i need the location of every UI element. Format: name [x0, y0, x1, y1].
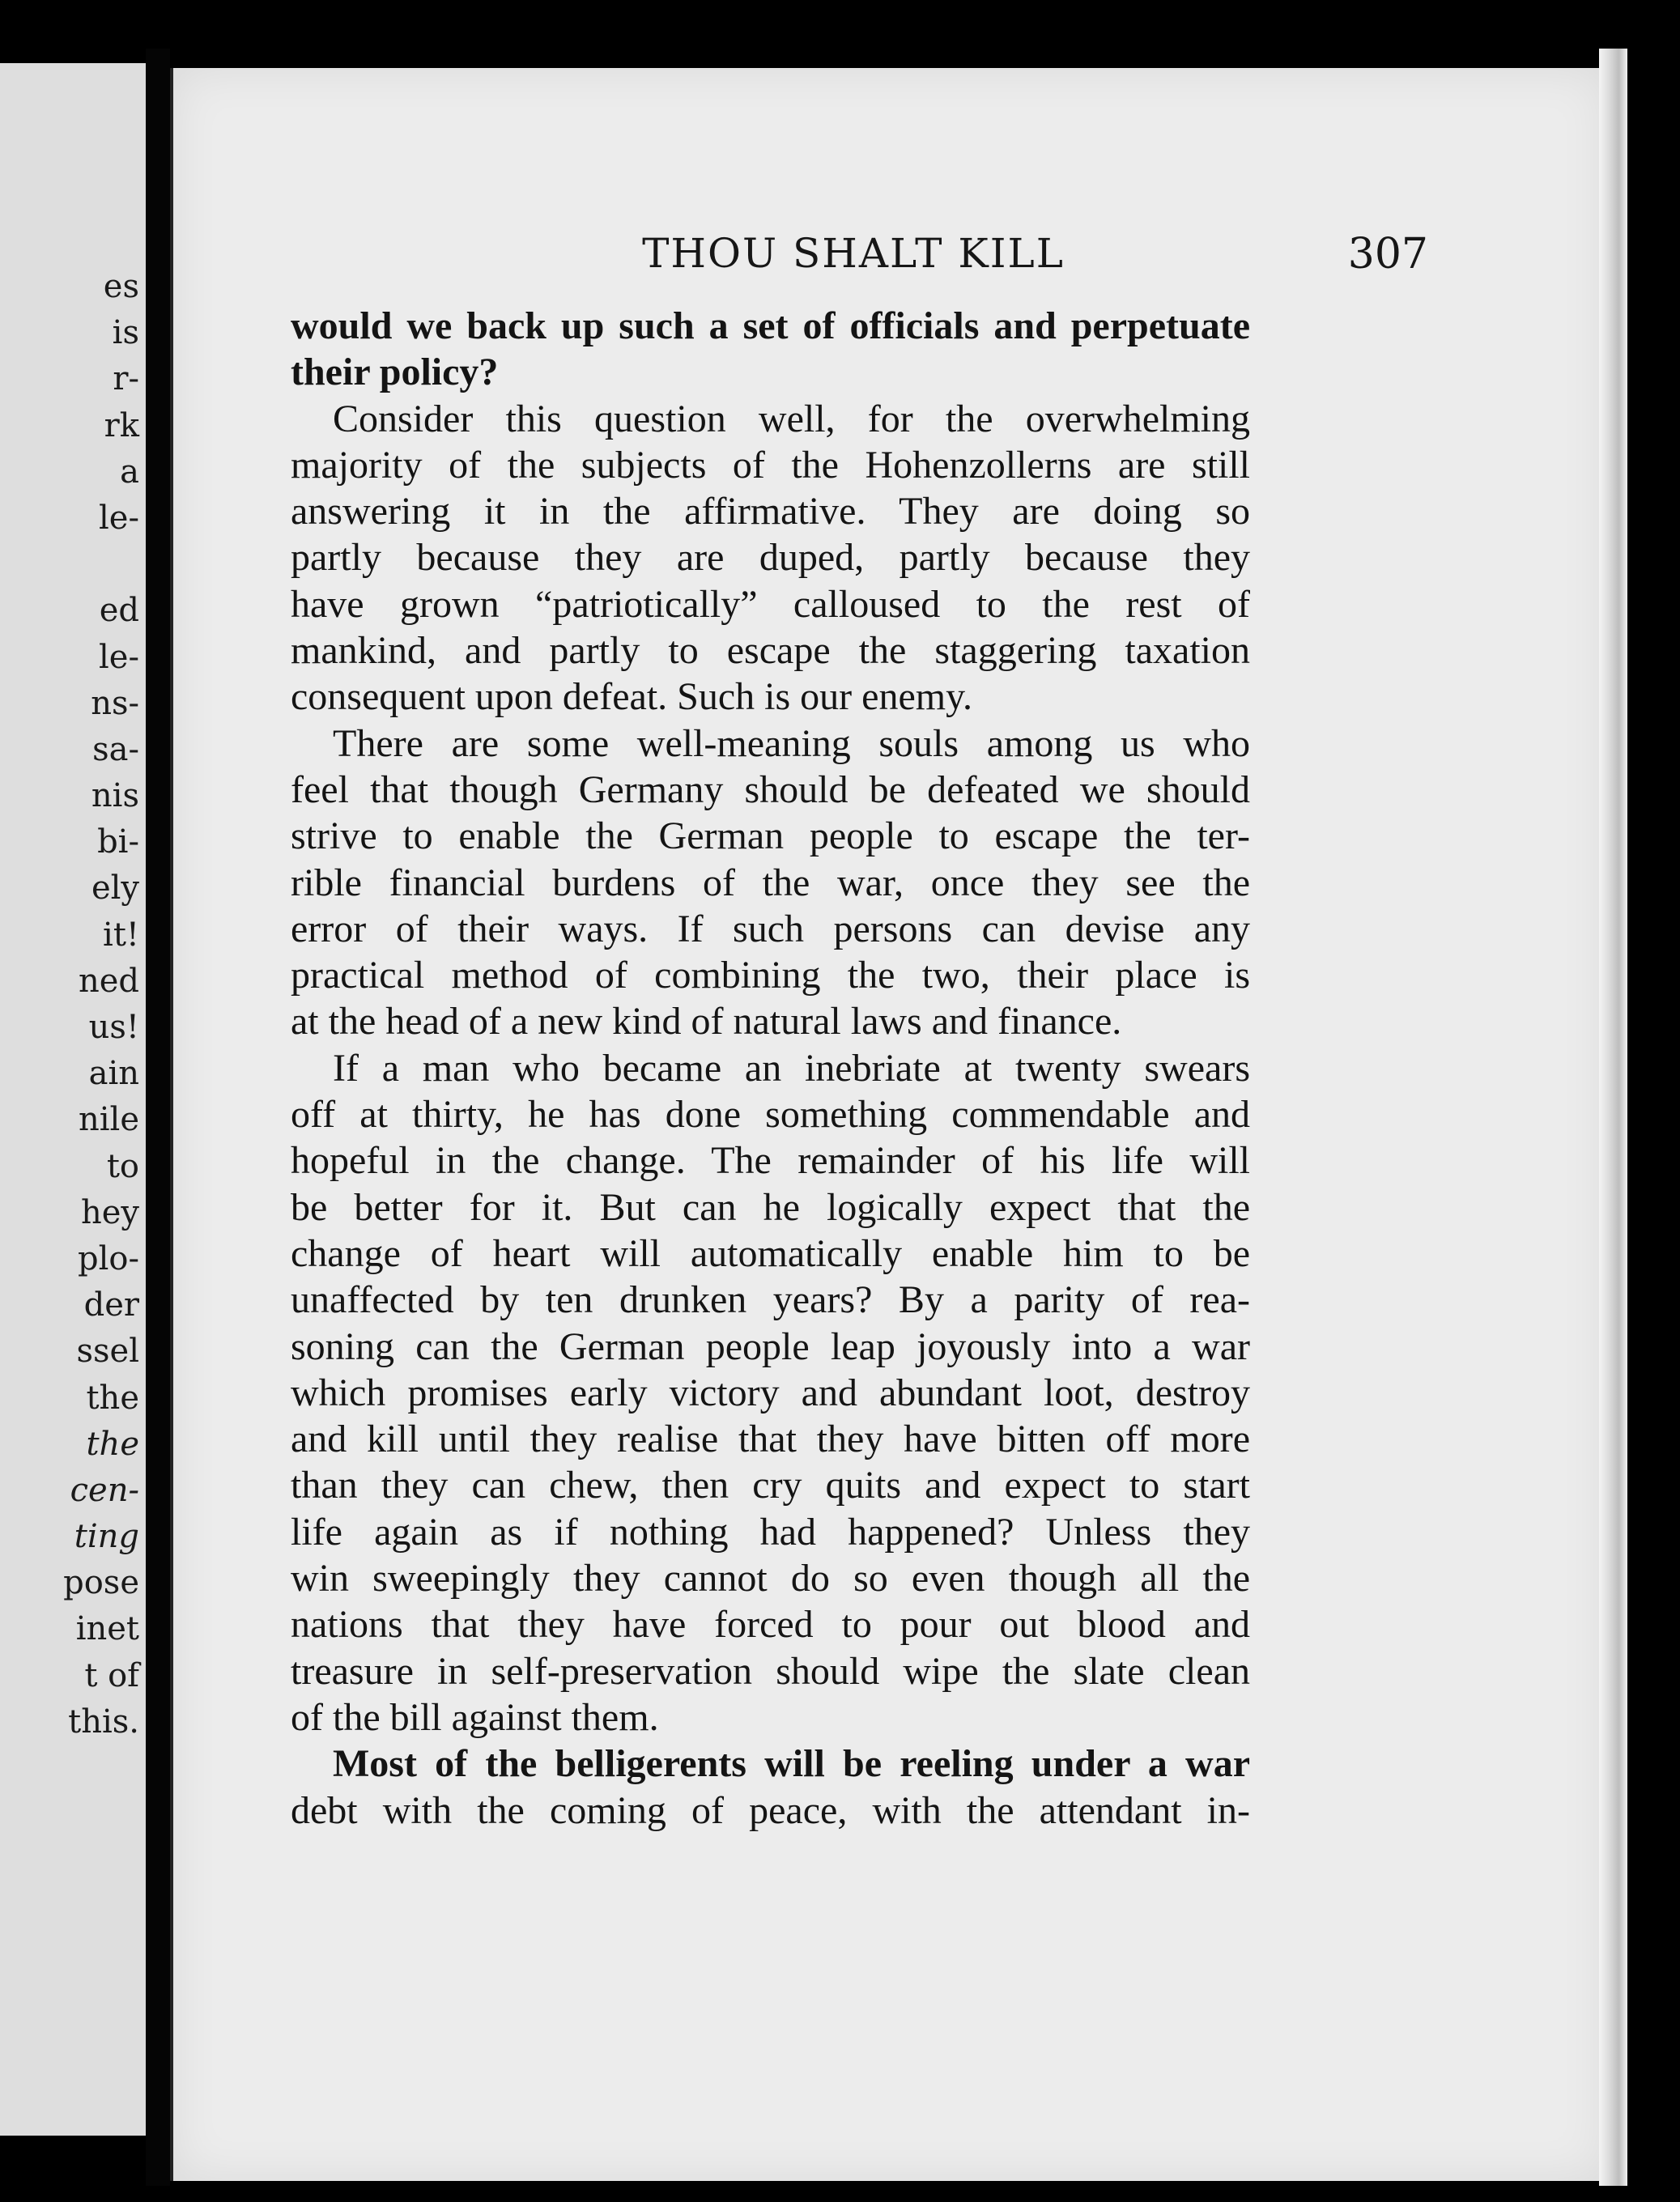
body-text: [291, 303, 1250, 1834]
text-line: of the bill against them.: [291, 1695, 659, 1739]
left-line-fragment: ting: [74, 1518, 139, 1556]
left-line-fragment: plo-: [78, 1239, 139, 1277]
text-line: which promises early victory and abundant loot, destroy: [291, 1371, 1250, 1414]
left-line-fragment: hey: [80, 1193, 139, 1231]
left-line-fragment: inet: [75, 1610, 139, 1648]
text-line: be better for it. But can he logically expect that the: [291, 1185, 1250, 1229]
left-line-fragment: es: [103, 268, 139, 305]
left-line-fragment: ns-: [91, 684, 139, 722]
text-line: at the head of a new kind of natural laws and finance.: [291, 1000, 1122, 1044]
left-line-fragment: ain: [88, 1055, 139, 1093]
running-head: THOU SHALT KILL: [642, 230, 1065, 277]
text-line: change of heart will automatically enable him to be: [291, 1231, 1250, 1275]
left-line-fragment: t of: [84, 1656, 139, 1694]
text-line: than they can chew, then cry quits and expect to start: [291, 1464, 1250, 1507]
text-line: have grown “patriotically” calloused to the rest of: [291, 582, 1250, 626]
text-line: rible financial burdens of the war, once they see the: [291, 861, 1250, 904]
left-line-fragment: ssel: [76, 1333, 139, 1371]
text-line: and kill until they realise that they have bitten off more: [291, 1418, 1250, 1461]
left-line-fragment: [10, 542, 139, 588]
text-line: If a man who became an inebriate at twenty swears: [333, 1046, 1250, 1090]
text-line: consequent upon defeat. Such is our enemy.: [291, 675, 972, 719]
left-line-fragment: der: [83, 1286, 139, 1324]
text-line: Consider this question well, for the overwhelming: [333, 397, 1250, 440]
left-line-fragment: rk: [104, 406, 139, 444]
text-line: off at thirty, he has done something commendable and: [291, 1093, 1250, 1137]
text-line: feel that though Germany should be defeated we should: [291, 767, 1250, 811]
left-line-fragment: this.: [68, 1703, 139, 1741]
text-line: would we back up such a set of officials and perpetuate: [291, 304, 1250, 347]
left-line-fragment: nile: [78, 1101, 139, 1139]
text-line: debt with the coming of peace, with the attendant in-: [291, 1788, 1250, 1832]
left-line-fragment: ned: [78, 962, 139, 1000]
left-line-fragment: le-: [99, 499, 139, 537]
text-line: hopeful in the change. The remainder of his life will: [291, 1139, 1250, 1183]
text-line: life again as if nothing had happened? Unless they: [291, 1510, 1250, 1554]
left-line-fragment: the: [86, 1425, 139, 1463]
text-line: treasure in self-preservation should wipe the slate clean: [291, 1649, 1250, 1693]
text-line: practical method of combining the two, their place is: [291, 954, 1250, 997]
left-line-fragment: the: [86, 1379, 139, 1417]
left-line-fragment: pose: [63, 1564, 139, 1602]
left-line-fragment: ed: [99, 592, 139, 630]
page-number: 307: [1347, 230, 1428, 278]
book-gutter: [146, 49, 170, 2186]
left-line-fragment: it!: [103, 916, 139, 954]
left-line-fragment: r-: [113, 360, 139, 398]
left-line-fragment: to: [106, 1147, 139, 1185]
left-line-fragment: bi-: [97, 823, 139, 861]
book-page: [170, 68, 1606, 2181]
text-line: nations that they have forced to pour out blood and: [291, 1603, 1250, 1647]
text-line: win sweepingly they cannot do so even though all the: [291, 1557, 1250, 1600]
left-line-fragment: sa-: [92, 730, 139, 768]
left-facing-page: [0, 63, 146, 2136]
page-header: [279, 230, 1428, 295]
text-line: partly because they are duped, partly because they: [291, 536, 1250, 580]
text-line: soning can the German people leap joyously into a war: [291, 1324, 1250, 1368]
left-line-fragment: nis: [91, 777, 139, 815]
left-line-fragment: cen-: [70, 1471, 139, 1509]
page-edge: [1599, 49, 1627, 2186]
left-page-line-endings: [10, 264, 139, 1745]
text-line: Most of the belligerents will be reeling under a war: [333, 1742, 1250, 1786]
text-line: There are some well-meaning souls among us who: [333, 721, 1250, 765]
text-line: strive to enable the German people to escape the ter-: [291, 814, 1250, 858]
text-line: their policy?: [291, 351, 499, 394]
text-line: answering it in the affirmative. They are doing so: [291, 490, 1250, 533]
text-line: error of their ways. If such persons can devise any: [291, 907, 1250, 950]
left-line-fragment: is: [112, 314, 139, 352]
left-line-fragment: ely: [91, 869, 139, 908]
left-line-fragment: us!: [88, 1009, 139, 1046]
text-line: mankind, and partly to escape the staggering taxation: [291, 629, 1250, 673]
text-line: unaffected by ten drunken years? By a parity of rea-: [291, 1278, 1250, 1322]
left-line-fragment: a: [120, 453, 139, 491]
text-line: majority of the subjects of the Hohenzollerns are still: [291, 443, 1250, 487]
left-line-fragment: le-: [99, 638, 139, 676]
